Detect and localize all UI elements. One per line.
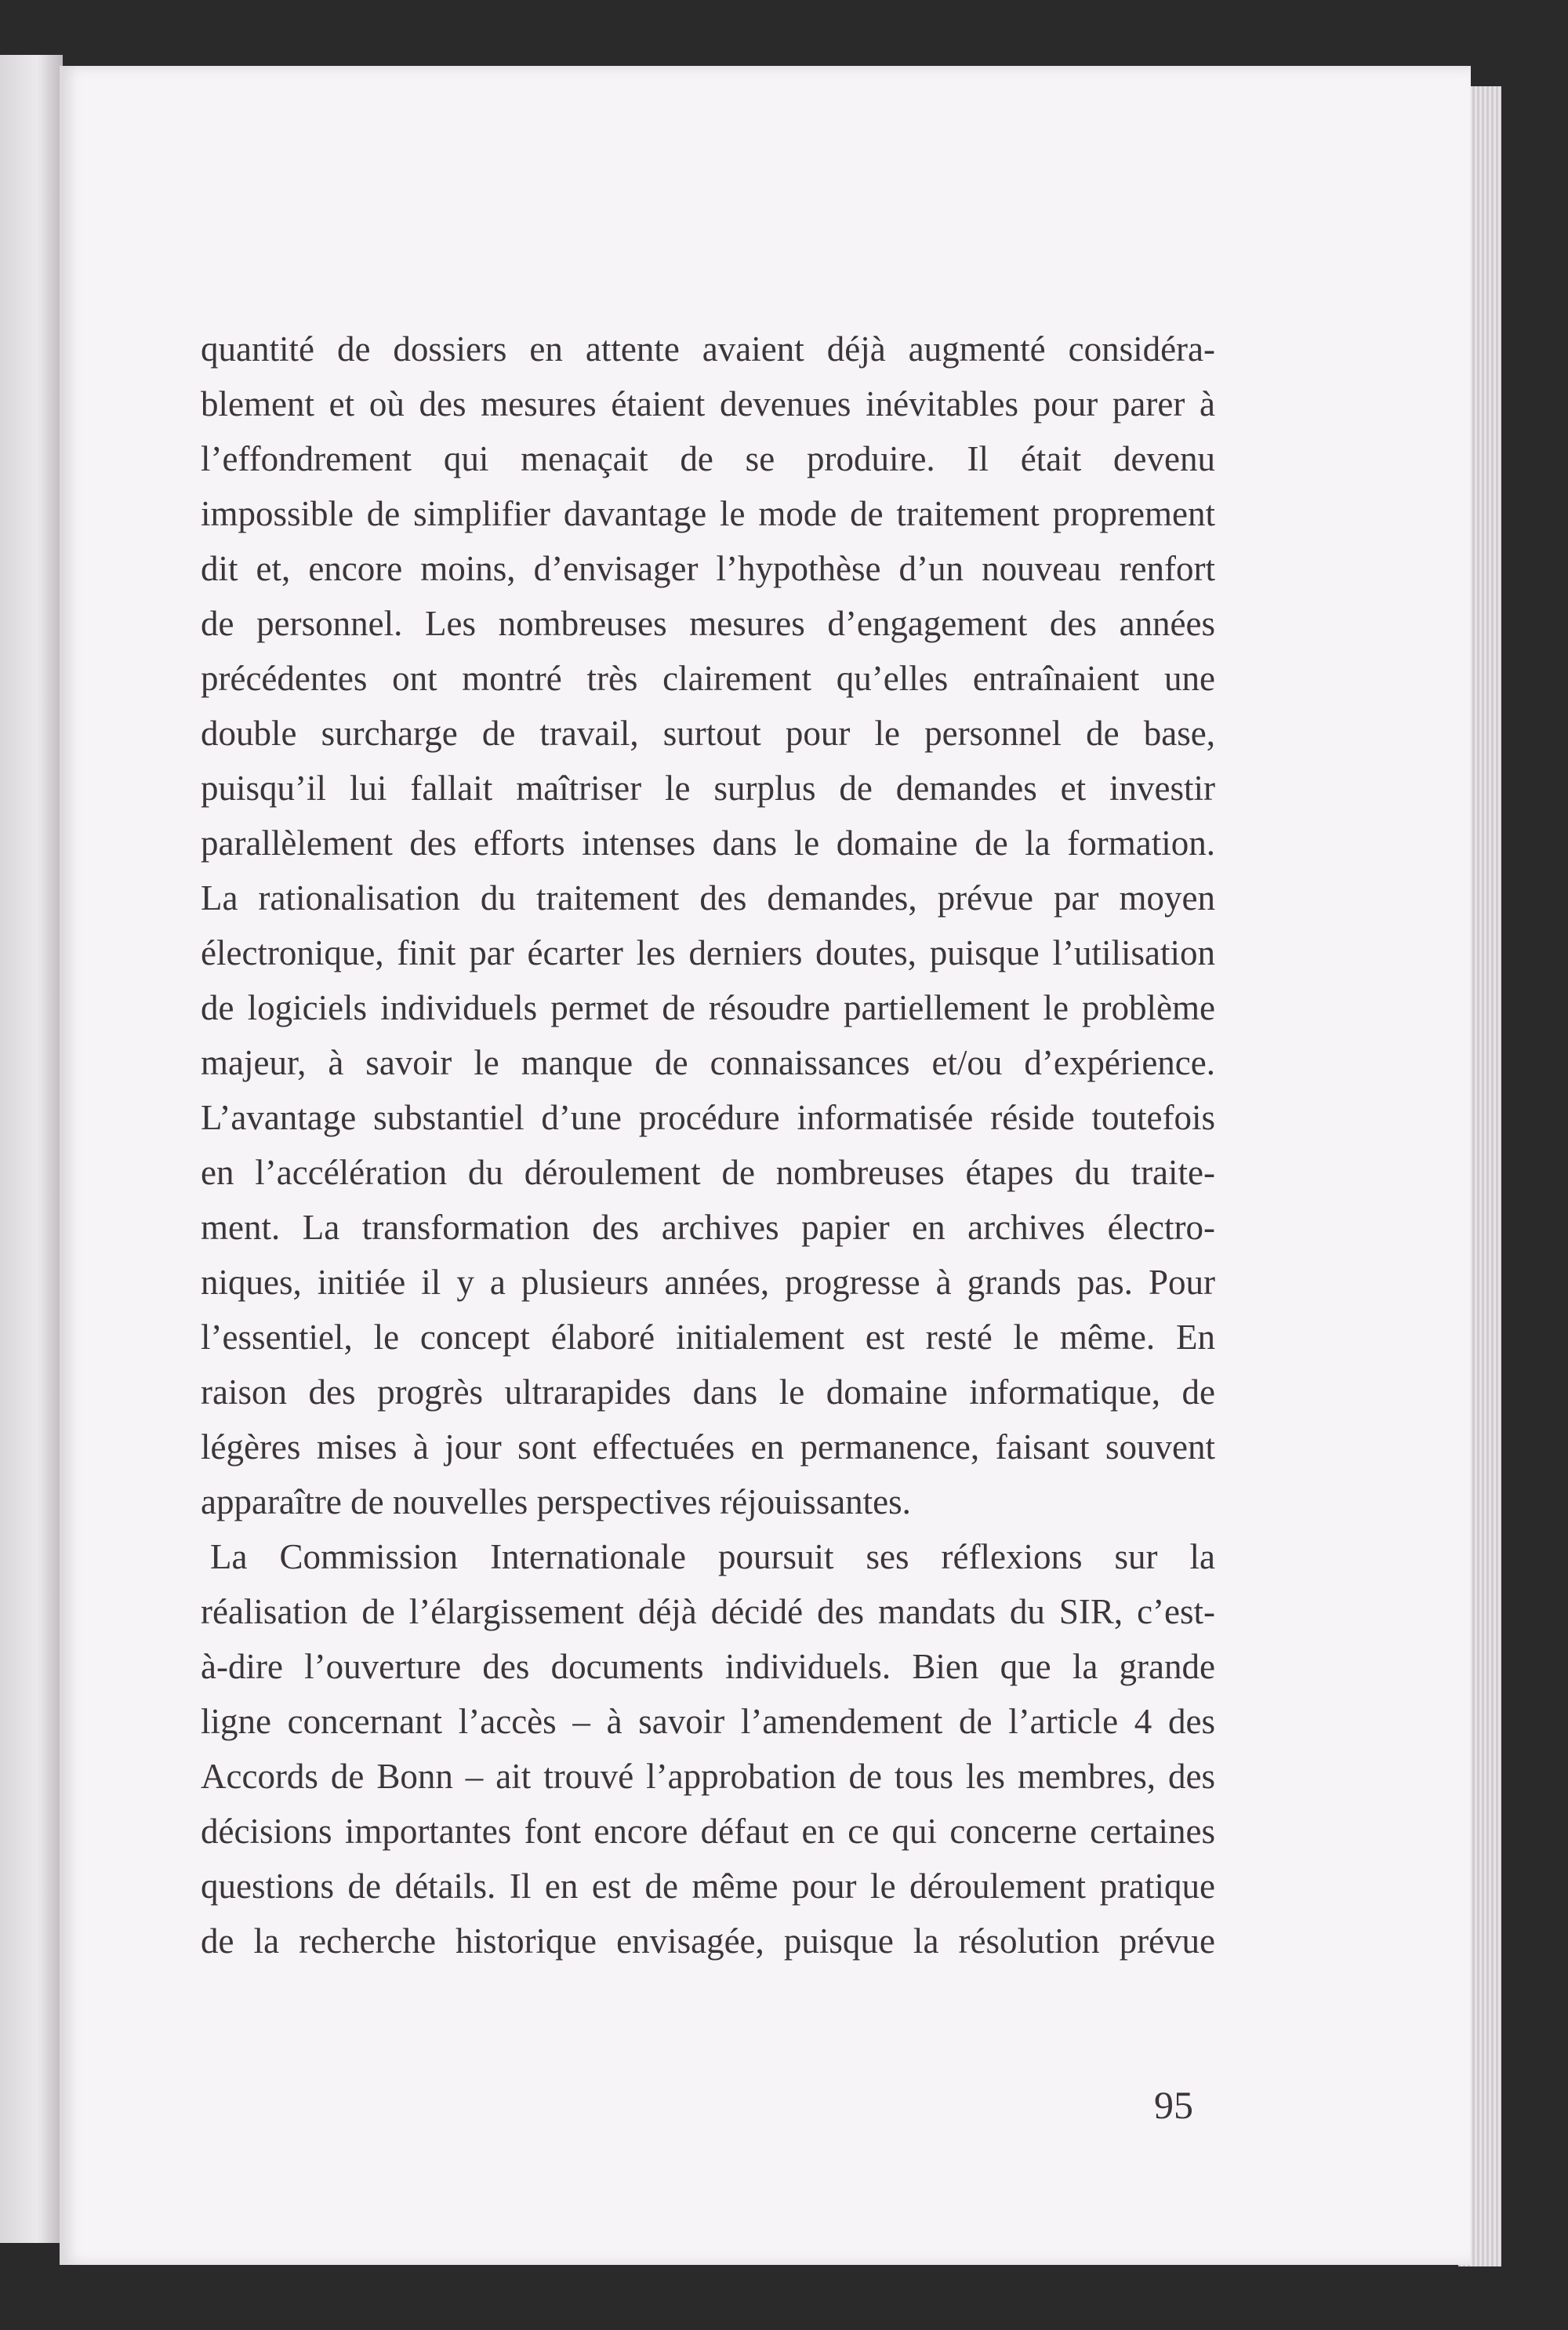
text-line: niques, initiée il y a plusieurs années, progresse à grands pas. Pour — [201, 1263, 1215, 1302]
text-line: raison des progrès ultrarapides dans le domaine informatique, de — [201, 1372, 1215, 1412]
text-line: en l’accélération du déroulement de nombreuses étapes du traite- — [201, 1153, 1215, 1192]
text-line: de la recherche historique envisagée, puisque la résolution prévue — [201, 1921, 1215, 1961]
text-line: Accords de Bonn – ait trouvé l’approbation de tous les membres, des — [201, 1757, 1215, 1796]
page-number: 95 — [1154, 2083, 1193, 2127]
text-line: impossible de simplifier davantage le mode de traitement proprement — [201, 494, 1215, 533]
text-line: précédentes ont montré très clairement qu’elles entraînaient une — [201, 659, 1215, 698]
text-line: puisqu’il lui fallait maîtriser le surplus de demandes et investir — [201, 769, 1215, 808]
text-line: décisions importantes font encore défaut en ce qui concerne certaines — [201, 1812, 1215, 1851]
text-line: La Commission Internationale poursuit ses réflexions sur la — [210, 1537, 1215, 1576]
text-line: à-dire l’ouverture des documents individuels. Bien que la grande — [201, 1647, 1215, 1686]
paragraph-1 — [201, 322, 1215, 1529]
text-line: l’effondrement qui menaçait de se produire. Il était devenu — [201, 439, 1215, 478]
text-line: parallèlement des efforts intenses dans le domaine de la formation. — [201, 823, 1215, 863]
text-line: blement et où des mesures étaient devenues inévitables pour parer à — [201, 384, 1215, 423]
text-line: L’avantage substantiel d’une procédure informatisée réside toutefois — [201, 1098, 1215, 1137]
text-line: de personnel. Les nombreuses mesures d’engagement des années — [201, 604, 1215, 643]
text-line: apparaître de nouvelles perspectives réjouissantes. — [201, 1482, 911, 1521]
body-text — [201, 322, 1215, 1968]
facing-page-edge — [0, 55, 63, 2243]
text-line: questions de détails. Il en est de même pour le déroulement pratique — [201, 1867, 1215, 1906]
text-line: ment. La transformation des archives papier en archives électro- — [201, 1208, 1215, 1247]
text-line: double surcharge de travail, surtout pour le personnel de base, — [201, 714, 1215, 753]
text-line: dit et, encore moins, d’envisager l’hypothèse d’un nouveau renfort — [201, 549, 1215, 588]
text-line: réalisation de l’élargissement déjà décidé des mandats du SIR, c’est- — [201, 1592, 1215, 1631]
text-line: majeur, à savoir le manque de connaissances et/ou d’expérience. — [201, 1043, 1215, 1082]
text-line: quantité de dossiers en attente avaient déjà augmenté considéra- — [201, 329, 1215, 369]
text-line: ligne concernant l’accès – à savoir l’amendement de l’article 4 des — [201, 1702, 1215, 1741]
text-line: légères mises à jour sont effectuées en permanence, faisant souvent — [201, 1427, 1215, 1467]
text-line: électronique, finit par écarter les derniers doutes, puisque l’utilisation — [201, 933, 1215, 972]
paragraph-2 — [201, 1529, 1215, 1968]
text-line: de logiciels individuels permet de résoudre partiellement le problème — [201, 988, 1215, 1027]
text-line: La rationalisation du traitement des demandes, prévue par moyen — [201, 878, 1215, 918]
text-line: l’essentiel, le concept élaboré initialement est resté le même. En — [201, 1318, 1215, 1357]
